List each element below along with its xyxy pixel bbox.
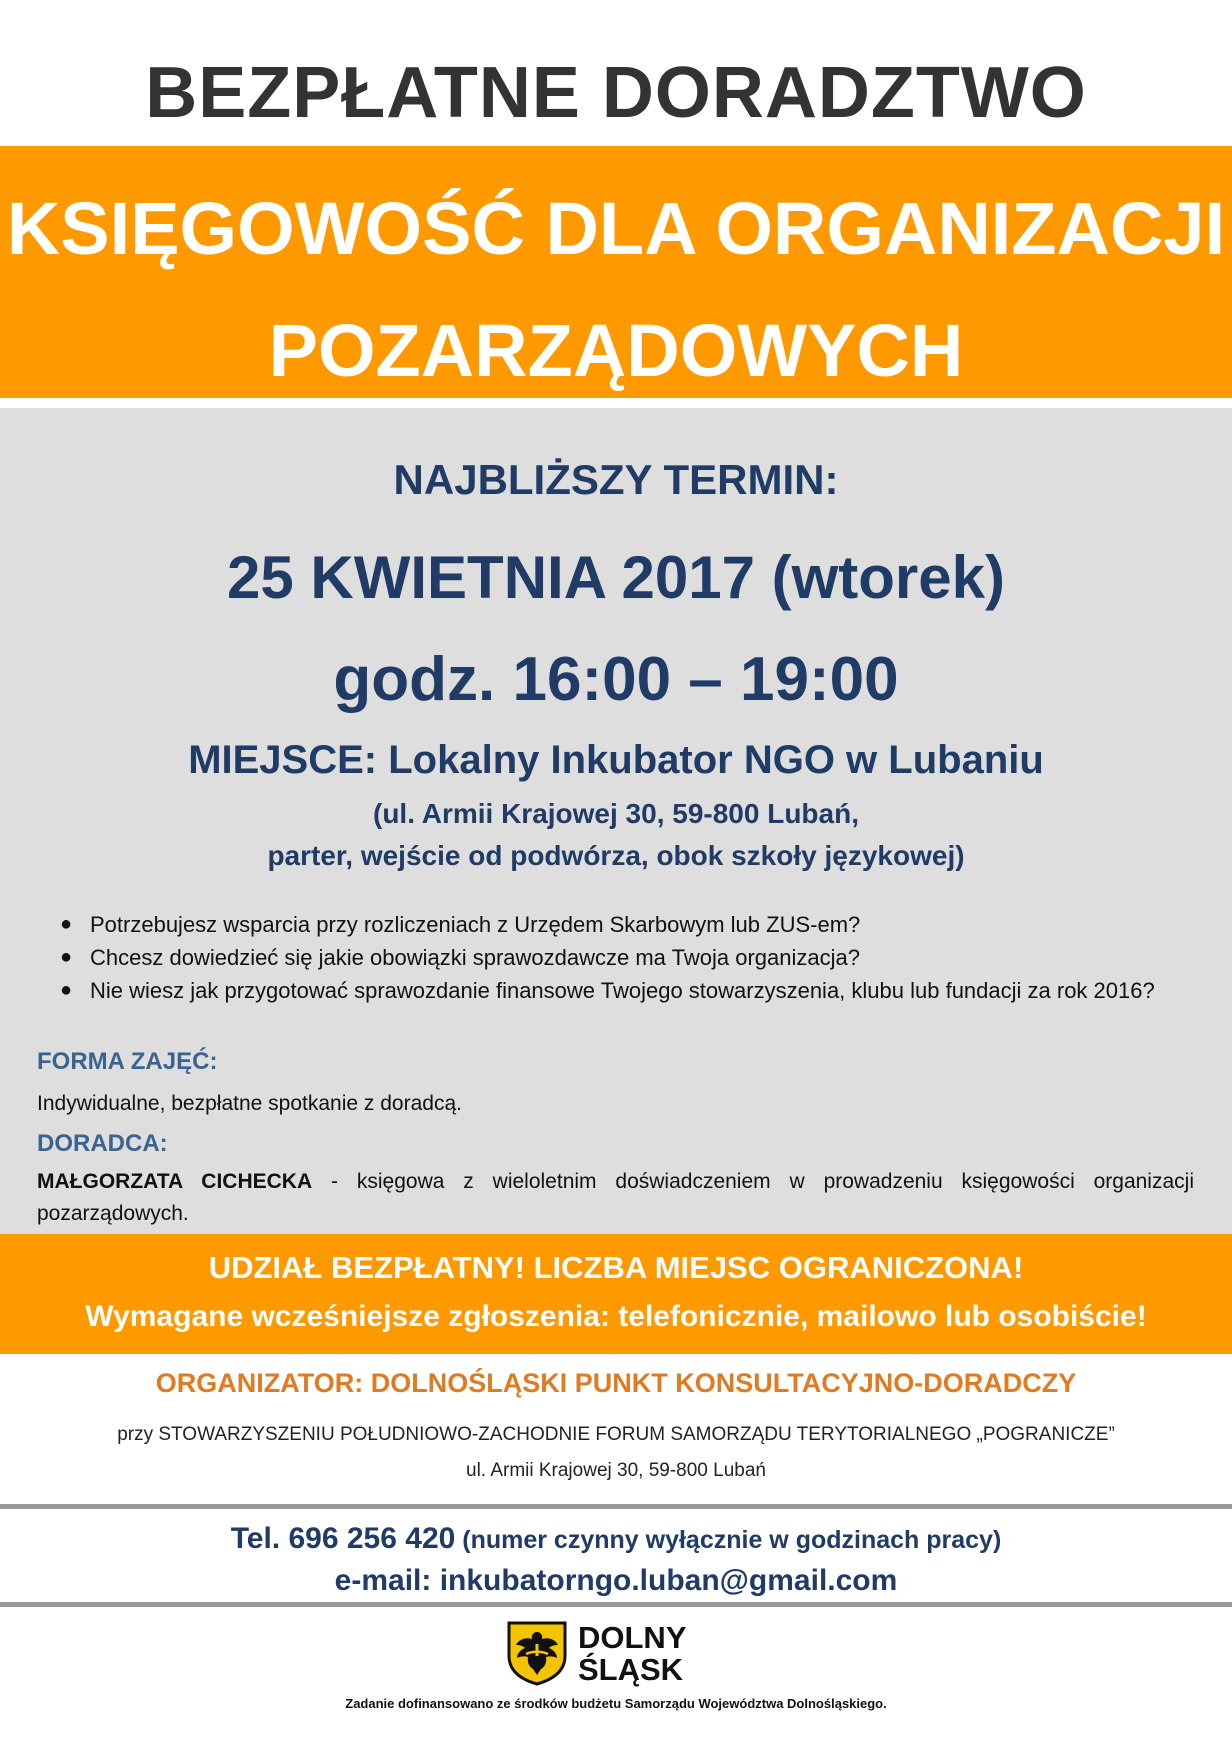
organizer-title: ORGANIZATOR: DOLNOŚLĄSKI PUNKT KONSULTACYJNO-DORADCZY xyxy=(155,1368,1077,1398)
logo-text xyxy=(578,1622,687,1686)
email-link[interactable]: e-mail: inkubatorngo.luban@gmail.com xyxy=(334,1564,898,1597)
doradca-description: - księgowa z wieloletnim doświadczeniem w prowadzeniu księgowości organizacji pozarządowych. xyxy=(37,1170,1194,1225)
divider-top xyxy=(0,1504,1232,1509)
organizer-association: przy STOWARZYSZENIU POŁUDNIOWO-ZACHODNIE FORUM SAMORZĄDU TERYTORIALNEGO „POGRANICZE” xyxy=(117,1424,1115,1445)
forma-label: FORMA ZAJĘĆ: xyxy=(37,1048,218,1075)
forma-text: Indywidualne, bezpłatne spotkanie z doradcą. xyxy=(37,1092,462,1115)
notice-line-2: Wymagane wcześniejsze zgłoszenia: telefonicznie, mailowo lub osobiście! xyxy=(85,1300,1147,1333)
term-label: NAJBLIŻSZY TERMIN: xyxy=(393,456,839,503)
doradca-name: MAŁGORZATA CICHECKA xyxy=(37,1170,313,1193)
event-place: MIEJSCE: Lokalny Inkubator NGO w Lubaniu xyxy=(188,738,1044,782)
question-list xyxy=(60,908,1190,1007)
list-item: ● Nie wiesz jak przygotować sprawozdanie finansowe Twojego stowarzyszenia, klubu lub fundacji za rok 2016? xyxy=(60,974,1190,1007)
bullet-icon: ● xyxy=(60,946,73,968)
details-panel xyxy=(0,408,1232,1234)
bullet-icon: ● xyxy=(60,913,73,935)
divider-bottom xyxy=(0,1602,1232,1607)
event-date: 25 KWIETNIA 2017 (wtorek) xyxy=(227,544,1005,611)
eagle-coat-of-arms-icon xyxy=(506,1620,568,1686)
logo-line-1: DOLNY xyxy=(578,1620,687,1655)
dolny-slask-logo xyxy=(506,1620,726,1686)
notice-banner xyxy=(0,1234,1232,1354)
event-address-line-1: (ul. Armii Krajowej 30, 59-800 Lubań, xyxy=(373,798,859,829)
notice-line-1: UDZIAŁ BEZPŁATNY! LICZBA MIEJSC OGRANICZONA! xyxy=(208,1250,1024,1285)
poster-title: BEZPŁATNE DORADZTWO xyxy=(145,53,1087,133)
event-address-line-2: parter, wejście od podwórza, obok szkoły językowej) xyxy=(267,840,965,871)
event-time: godz. 16:00 – 19:00 xyxy=(333,645,899,714)
topic-banner xyxy=(0,146,1232,398)
topic-line-2: POZARZĄDOWYCH xyxy=(268,309,964,392)
organizer-address: ul. Armii Krajowej 30, 59-800 Lubań xyxy=(466,1460,766,1481)
doradca-label: DORADCA: xyxy=(37,1130,168,1157)
list-item: ● Potrzebujesz wsparcia przy rozliczeniach z Urzędem Skarbowym lub ZUS-em? xyxy=(60,908,1190,941)
phone-number: Tel. 696 256 420 xyxy=(230,1522,456,1555)
topic-line-1: KSIĘGOWOŚĆ DLA ORGANIZACJI xyxy=(6,187,1226,270)
phone-line xyxy=(0,1522,1232,1556)
funding-note: Zadanie dofinansowano ze środków budżetu Samorządu Województwa Dolnośląskiego. xyxy=(345,1696,887,1711)
doradca-text xyxy=(37,1166,1194,1230)
logo-line-2: ŚLĄSK xyxy=(578,1652,684,1687)
phone-note: (numer czynny wyłącznie w godzinach pracy) xyxy=(455,1526,1002,1554)
bullet-icon: ● xyxy=(60,979,73,1001)
list-item: ● Chcesz dowiedzieć się jakie obowiązki sprawozdawcze ma Twoja organizacja? xyxy=(60,941,1190,974)
